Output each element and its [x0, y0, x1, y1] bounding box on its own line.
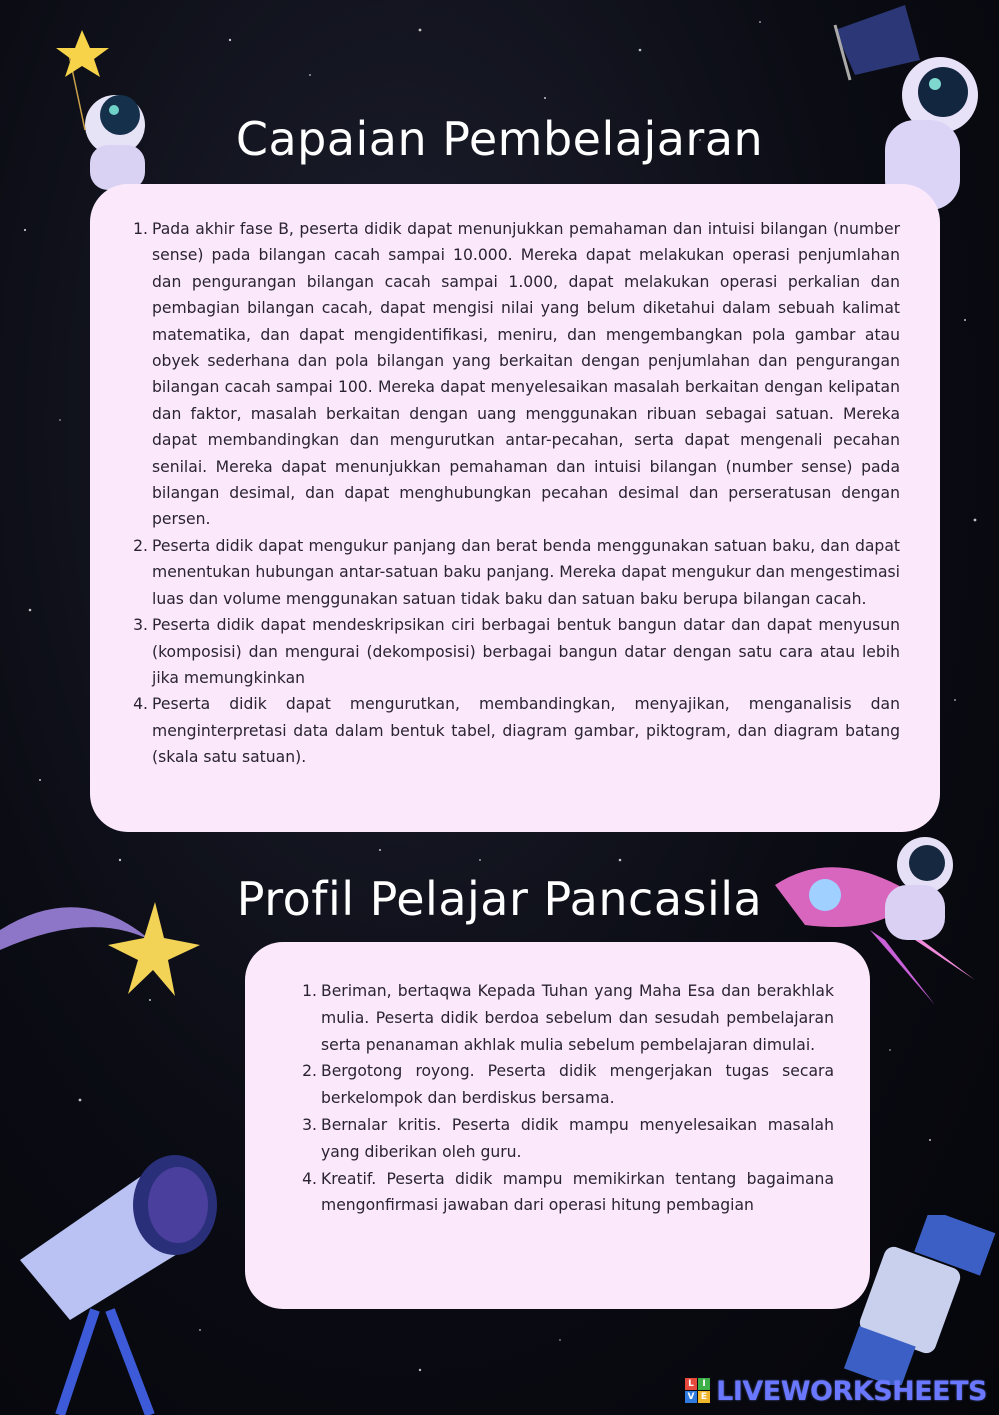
item-text: Kreatif. Peserta didik mampu memikirkan tentang bagaimana mengonfirmasi jawaban dari operasi hitung pembagian [321, 1169, 834, 1215]
telescope-illustration [0, 1130, 250, 1415]
profil-list [297, 978, 834, 1219]
list-item [120, 691, 900, 770]
item-text: Peserta didik dapat mengurutkan, membandingkan, menyajikan, menganalisis dan menginterpretasi data dalam bentuk tabel, diagram gambar, piktogram, dan diagram batang (skala satu satuan). [152, 695, 900, 767]
list-item [120, 612, 900, 691]
item-number: 4. [133, 695, 148, 714]
moon-astronaut-illustration [20, 20, 220, 200]
capaian-list [120, 216, 900, 771]
liveworksheets-logo-icon [685, 1378, 711, 1404]
capaian-card [90, 184, 940, 832]
item-text: Pada akhir fase B, peserta didik dapat menunjukkan pemahaman dan intuisi bilangan (number sense) pada bilangan cacah sampai 10.000. Mereka dapat melakukan operasi penjumlahan dan pengurangan bilangan cacah sampai 1.000, dapat melakukan operasi perkalian dan pembagian bilangan cacah, dapat mengisi nilai yang belum diketahui dalam sebuah kalimat matematika, dan dapat mengidentifikasi, meniru, dan mengembangkan pola gambar atau obyek sederhana dan pola bilangan yang berkaitan dengan penjumlahan dan pengurangan bilangan cacah sampai 100. Mereka dapat menyelesaikan masalah berkaitan dengan kelipatan dan faktor, masalah berkaitan dengan uang menggunakan ribuan sebagai satuan. Mereka dapat membandingkan dan mengurutkan antar-pecahan, serta dapat mengenali pecahan senilai. Mereka dapat menunjukkan pemahaman dan intuisi bilangan (number sense) pada bilangan desimal, dan dapat menghubungkan pecahan desimal dan perseratusan dengan persen. [152, 220, 900, 529]
item-number: 2. [302, 1062, 317, 1081]
item-number: 3. [302, 1115, 317, 1134]
item-number: 3. [133, 616, 148, 635]
section-title-profil: Profil Pelajar Pancasila [236, 872, 763, 926]
item-number: 1. [133, 220, 148, 238]
item-text: Peserta didik dapat mengukur panjang dan berat benda menggunakan satuan baku, dan dapat menentukan hubungan antar-satuan baku panjang. Mereka dapat mengukur dan mengestimasi luas dan volume menggunakan satuan tidak baku dan satuan baku berupa bilangan cacah. [152, 536, 900, 608]
item-text: Bernalar kritis. Peserta didik mampu menyelesaikan masalah yang diberikan oleh guru. [321, 1115, 834, 1161]
item-text: Peserta didik dapat mendeskripsikan ciri berbagai bentuk bangun datar dan dapat menyusun (komposisi) dan mengurai (dekomposisi) berbagai bangun datar dengan satu cara atau lebih jika memungkinkan [152, 616, 900, 687]
logo-letter: L [685, 1378, 697, 1390]
section-title-capaian: Capaian Pembelajaran [235, 112, 764, 166]
list-item [120, 533, 900, 612]
list-item [297, 978, 834, 1058]
list-item [297, 1166, 834, 1220]
list-item [120, 216, 900, 533]
list-item [297, 1058, 834, 1112]
item-number: 2. [133, 536, 148, 555]
profil-card [245, 942, 870, 1309]
logo-letter: V [685, 1391, 697, 1403]
liveworksheets-watermark[interactable]: LIVEWORKSHEETS [716, 1376, 987, 1407]
item-text: Bergotong royong. Peserta didik mengerjakan tugas secara berkelompok dan berdiskus bersama. [321, 1062, 834, 1108]
logo-letter: I [698, 1378, 710, 1390]
item-number: 4. [302, 1169, 317, 1188]
item-number: 1. [302, 982, 317, 1000]
item-text: Beriman, bertaqwa Kepada Tuhan yang Maha Esa dan berakhlak mulia. Peserta didik berdoa sebelum dan sesudah pembelajaran serta penanaman akhlak mulia sebelum pembelajaran dimulai. [321, 982, 834, 1054]
logo-letter: E [698, 1391, 710, 1403]
list-item [297, 1112, 834, 1166]
